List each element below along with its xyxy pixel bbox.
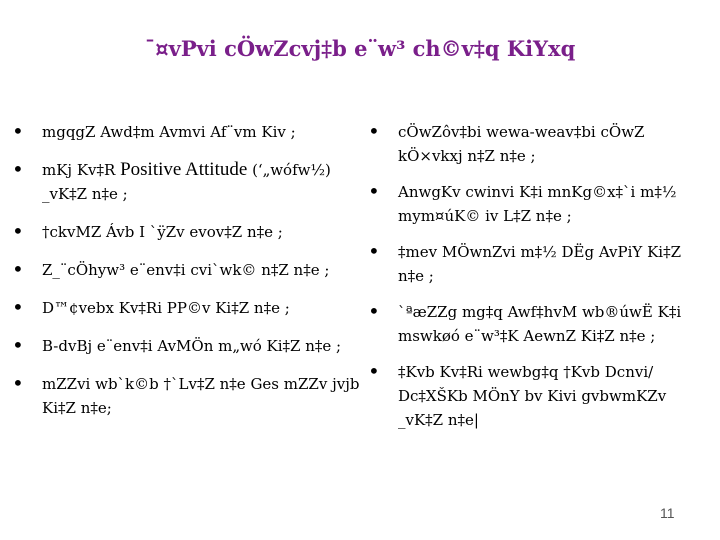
list-item: [12, 372, 364, 420]
bullet-icon: •: [12, 257, 24, 281]
list-item: [368, 180, 710, 228]
bullet-icon: •: [12, 119, 24, 143]
bullet-icon: •: [12, 371, 24, 395]
bullet-icon: •: [12, 219, 24, 243]
slide-title: ¯¤vPvi cÖwZcvj‡b e¨w³ ch©v‡q KiYxq: [144, 36, 576, 61]
list-item: [12, 158, 364, 206]
list-item-text: ‡Kvb Kv‡Ri wewbg‡q †Kvb Dcnvi/ Dc‡XŠKb MÖnY bv Kivi gvbwmKZv _vK‡Z n‡e|: [398, 363, 667, 429]
list-item: [12, 334, 364, 358]
list-item: [368, 240, 710, 288]
bullet-icon: •: [368, 119, 380, 143]
list-item: [368, 120, 710, 168]
list-item-text: cÖwZôv‡bi wewa-weav‡bi cÖwZ kÖ×vkxj n‡Z n‡e ;: [398, 123, 645, 165]
list-item: [12, 220, 364, 244]
list-item-text: †ckvMZ Ávb I `ÿZv evov‡Z n‡e ;: [42, 223, 283, 241]
page-number: 11: [660, 505, 675, 521]
list-item-text: `ªæZZg mg‡q Awf‡hvM wb®úwË K‡i mswkøó e¨w³‡K AewnZ Ki‡Z n‡e ;: [398, 303, 682, 345]
bullet-icon: •: [12, 295, 24, 319]
bullet-icon: •: [368, 359, 380, 383]
list-item-text: D™¢vebx Kv‡Ri PP©v Ki‡Z n‡e ;: [42, 299, 290, 317]
list-item-text: B-dvBj e¨env‡i AvMÖn m„wó Ki‡Z n‡e ;: [42, 337, 342, 355]
list-item: [368, 360, 710, 432]
list-item: [12, 120, 364, 144]
list-item: [12, 258, 364, 282]
bullet-icon: •: [368, 179, 380, 203]
bullet-icon: •: [368, 299, 380, 323]
list-item-text: ‡mev MÖwnZvi m‡½ DËg AvPiY Ki‡Z n‡e ;: [398, 243, 682, 285]
bullet-icon: •: [12, 333, 24, 357]
list-item-latin-term: Positive Attitude: [120, 159, 248, 180]
list-item-text: mZZvi wb`k©b †`Lv‡Z n‡e Ges mZZv jvjb Ki‡Z n‡e;: [42, 375, 360, 417]
right-bullet-list: [368, 120, 710, 444]
list-item: [368, 300, 710, 348]
list-item: [12, 296, 364, 320]
left-bullet-list: [12, 120, 364, 434]
list-item-text: mgqgZ Awd‡m Avmvi Af¨vm Kiv ;: [42, 123, 296, 141]
list-item-text: AnwgKv cwinvi K‡i mnKg©x‡`i m‡½ mym¤úK© iv L‡Z n‡e ;: [398, 183, 677, 225]
bullet-icon: •: [368, 239, 380, 263]
list-item-text: Z_¨cÖhyw³ e¨env‡i cvi`wk© n‡Z n‡e ;: [42, 261, 330, 279]
bullet-icon: •: [12, 157, 24, 181]
list-item-text-prefix: mKj Kv‡R: [42, 161, 121, 179]
list-item-text-suffix: (‘„wófw½) _vK‡Z n‡e ;: [42, 161, 331, 203]
